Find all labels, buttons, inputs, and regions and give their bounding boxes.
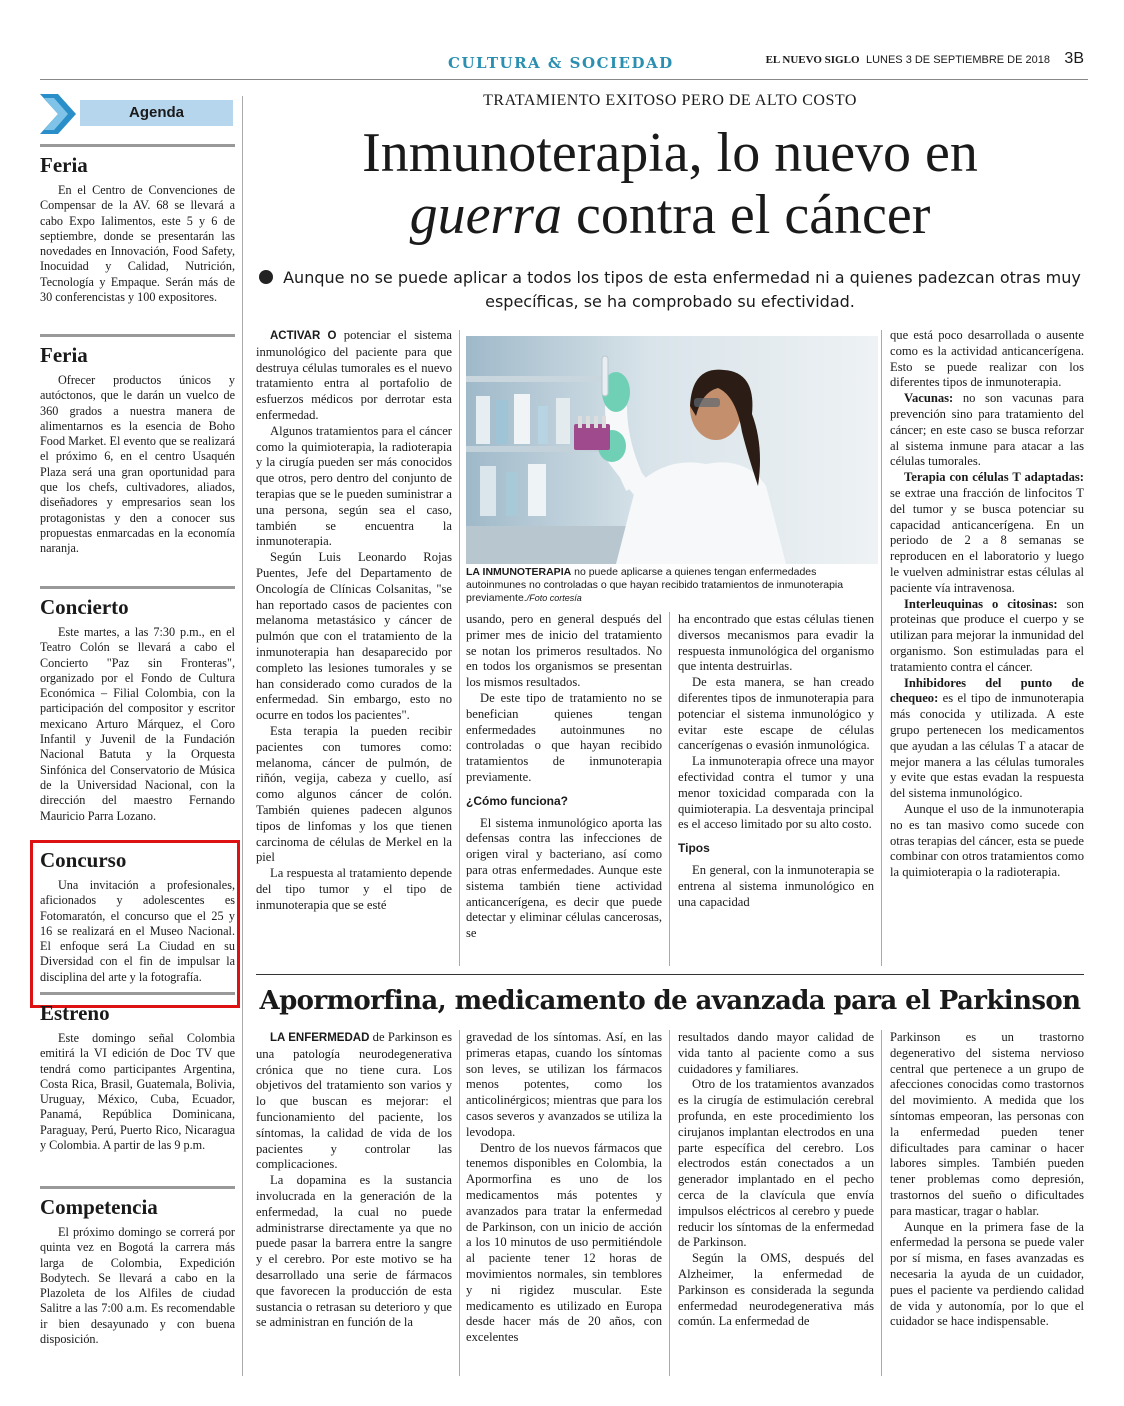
agenda-item-title: Concurso [40,848,127,872]
article-photo [466,336,878,564]
paragraph: Parkinson es un trastorno degenerativo del sistema nervioso central que pertenece a un grupo de afecciones conocidas como trastornos del movimiento. A medida que los síntomas empeoran, las personas con la enfermedad pueden tener dificultades para caminar o hacer labores simples. También pueden tener problemas como depresión, trastornos del sueño o dificultades para masticar, tragar o hablar. [890,1030,1084,1218]
scientist-lab-image [466,336,878,564]
article-column-3 [678,612,874,910]
column-divider [459,1030,460,1376]
second-column-4 [890,1030,1084,1330]
caption-bold: LA INMUNOTERAPIA [466,566,572,578]
paragraph: que está poco desarrollada o ausente como es la actividad anticancerígena. Esto se puede realizar con los diferentes tipos de inmunoterapia. [890,328,1084,390]
paragraph: De este tipo de tratamiento no se benefician quienes tengan enfermedades autoinmunes no controladas o que hayan recibido tratamientos de inmunoterapia previamente. [466,690,662,784]
term: Inhibidores del punto de chequeo: [890,675,1084,706]
second-column-3 [678,1030,874,1330]
paragraph: ha encontrado que estas células tienen diversos mecanismos para evadir la respuesta inmunológica del organismo que intenta destruirlas. [678,612,874,674]
term: Terapia con células T adaptadas: [904,470,1084,485]
article-column-1 [256,328,452,913]
paragraph [890,676,1084,802]
column-divider [669,612,670,966]
paragraph: De esta manera, se han creado diferentes tipos de inmunoterapia para potenciar el sistema inmunológico y evitar este escape de células cancerígenas o evasión inmunológica. [678,675,874,753]
agenda-item-text: Una invitación a profesionales, aficionados y adolescentes es Fotomaratón, el concurso que el 25 y 16 se realizará en el Museo Nacional. El enfoque será La Ciudad en su Diversidad con el fin de impulsar la disciplina del arte y la fotografía. [40,878,235,984]
agenda-item-title: Estreno [40,992,235,1025]
column-divider [242,96,243,1376]
paragraph: La respuesta al tratamiento depende del tipo tumor y el tipo de inmunoterapia que se esté [256,866,452,912]
subhead: ¿Cómo funciona? [466,793,568,808]
article-kicker: TRATAMIENTO EXITOSO PERO DE ALTO COSTO [483,92,857,109]
headline-line-1: Inmunoterapia, lo nuevo en [362,122,978,184]
agenda-item-feria-2 [40,334,235,557]
paragraph: Aunque en la primera fase de la enfermedad la persona se puede valer por sí misma, en fases avanzadas es necesaria la ayuda de un cuidador, pues el paciente va perdiendo calidad de vida y autonomía, por lo que el cuidador se hace indispensable. [890,1219,1084,1329]
subhead: Tipos [678,841,710,856]
agenda-item-concierto [40,586,235,824]
chevron-right-icon [40,94,76,134]
agenda-label: Agenda [80,100,233,126]
paragraph: Según la OMS, después del Alzheimer, la enfermedad de Parkinson es considerada la segunda enfermedad neurodegenerativa más común. La enfermedad de [678,1251,874,1329]
second-article-headline: Apormorfina, medicamento de avanzada para el Parkinson [259,986,1081,1016]
column-divider [669,1030,670,1376]
agenda-item-concurso [40,842,235,985]
agenda-item-feria-1 [40,144,235,305]
lead-paragraph [256,328,452,424]
term: Vacunas: [904,391,954,406]
article-headline [256,122,1084,246]
caption-credit: /Foto cortesía [526,593,582,603]
agenda-item-text: Ofrecer productos únicos y autóctonos, que le darán un vuelco de 360 grados a nuestra manera de alimentarnos es la esencia de Boho Food Market. El evento que se realizará el próximo 6, en el centro Usaquén Plaza será una gran oportunidad para que los chefs, cultivadores, aliados, diseñadores y empresarios sean los protagonistas y den a conocer sus propuestas enmarcadas en la economía naranja. [40,373,235,556]
agenda-item-text: En el Centro de Convenciones de Compensar de la AV. 68 se llevará a cabo Expo Ialimentos, este 5 y 6 de septiembre, donde se presentarán las novedades en Innovación, Food Safety, Inocuidad y Calidad, Nutrición, Tecnología y Empaque. Serán más de 30 conferencistas y 100 expositores. [40,183,235,305]
agenda-item-title: Concierto [40,586,235,619]
paragraph: Aunque el uso de la inmunoterapia no es tan masivo como sucede con otras terapias del cáncer, esta se puede combinar con otros tratamientos como la quimioterapia o la radioterapia. [890,801,1084,880]
agenda-item-text: Este martes, a las 7:30 p.m., en el Teatro Colón se llevará a cabo el Concierto "Paz sin Fronteras", organizado por el Fondo de Cultura Económica – Filial Colombia, con la participación del compositor y escritor mexicano Arturo Márquez, el Coro Infantil y Juvenil de la Fundación Nacional Batuta y la Orquesta Sinfónica del Conservatorio de Música de la Universidad Nacional, con la dirección del maestro Fernando Mauricio Parra Lozano. [40,625,235,823]
page-number: 3B [1064,50,1084,67]
paragraph-text: no son vacunas para prevención sino para tratamiento del cáncer; en este caso se busca reforzar al sistema inmune para atacar a las células tumorales. [890,391,1084,469]
lead-words: ACTIVAR O [270,330,337,342]
paragraph: resultados dando mayor calidad de vida tanto al paciente como a sus cuidadores y familiares. [678,1030,874,1076]
paragraph [890,470,1084,596]
paragraph: El sistema inmunológico aporta las defensas contra las infecciones de origen viral y bacteriano, así como para otras enfermedades. Aunque este sistema también tiene actividad anticancerígena, es decir que puede detectar y eliminar células cancerosas, se [466,815,662,941]
publication-name: EL NUEVO SIGLO [765,54,860,66]
paragraph-text: potenciar el sistema inmunológico del paciente para que destruya células tumorales es el nuevo tratamiento entra al portafolio de esfuerzos médicos por derrotar esta enfermedad. [256,328,452,422]
paragraph: gravedad de los síntomas. Así, en las primeras etapas, cuando los síntomas son leves, se utilizan los fármacos menos potentes, como los anticolinérgicos; mientras que para los casos severos y avanzados se utiliza la levodopa. [466,1030,662,1139]
section-title: CULTURA & SOCIEDAD [448,54,674,72]
agenda-header [40,92,235,132]
paragraph-text: se extrae una fracción de linfocitos T del tumor y se busca potenciar su capacidad anticancerígena. En un periodo de 2 a 8 semanas se reproducen en el laboratorio y luego le vuelven administrar estas células al paciente vía intravenosa. [890,485,1084,595]
article-column-4 [890,328,1084,881]
paragraph-text: son proteinas que produce el cuerpo y se utilizan para mejorar la inmunidad del organismo. Son estimuladas para el tratamiento contra el cáncer. [890,596,1084,674]
column-divider [881,330,882,966]
paragraph-text: es el tipo de inmunoterapia más conocida y utilizada. A este grupo pertenecen los medicamentos que ayudan a las células T a atacar de mejor manera a las células tumorales y evite que estas evadan la respuesta del sistema inmunológico. [890,691,1084,801]
bullet-icon [259,270,273,284]
paragraph: Algunos tratamientos para el cáncer como la quimioterapia, la radioterapia y la cirugía pueden ser más conocidos que otros, pero dentro del conjunto de terapias que se le pueden suministrar a una persona, según sea el caso, también se encuentra la inmunoterapia. [256,423,452,549]
second-column-2 [466,1030,662,1346]
page-header [40,44,1088,80]
headline-line-2 [256,184,1084,246]
column-divider [881,1030,882,1376]
article-deck [256,266,1084,314]
paragraph: Otro de los tratamientos avanzados es la cirugía de estimulación cerebral profunda, en este procedimiento los cirujanos implantan electrodos en una parte específica del cerebro. Los electrodos están conectados a un generador implantado en el pecho cerca de la clavícula que envía impulsos eléctricos al cerebro y puede reducir los síntomas de la enfermedad de Parkinson. [678,1077,874,1250]
agenda-item-title: Competencia [40,1186,235,1219]
publication-date: LUNES 3 DE SEPTIEMBRE DE 2018 [865,54,1050,66]
paragraph: Dentro de los nuevos fármacos que tenemos disponibles en Colombia, la Apormorfina es uno de los medicamentos más potentes y avanzados para tratar la enfermedad de Parkinson, con un inicio de acción a los 10 minutos de uso permitiéndole al paciente tener 12 horas de movimientos normales, sin temblores y ni rigidez muscular. Este medicamento es utilizado en Europa desde hacer más de 20 años, con excelentes [466,1140,662,1345]
agenda-item-competencia [40,1186,235,1347]
deck-text: Aunque no se puede aplicar a todos los tipos de esta enfermedad ni a quienes padezcan otras muy específicas, se ha comprobado su efectividad. [283,268,1081,311]
paragraph: usando, pero en general después del primer mes de inicio del tratamiento se notan los primeros resultados. No en todos los organismos se presentan los mismos resultados. [466,612,662,690]
lead-words: LA ENFERMEDAD [270,1032,370,1044]
photo-caption [466,566,878,605]
paragraph: Según Luis Leonardo Rojas Puentes, Jefe del Departamento de Oncología de Clínicas Colsanitas, "se han reportado casos de pacientes con melanoma metastásico y cáncer de pulmón que con el tratamiento de la inmunoterapia han desaparecido por completo las lesiones tumorales y se han considerado como curados de la enfermedad. Sin embargo, esto no ocurre en todos los pacientes". [256,550,452,723]
column-divider [459,330,460,966]
agenda-item-title: Feria [40,334,235,367]
lead-paragraph [256,1030,452,1173]
paragraph-text: de Parkinson es una patología neurodegenerativa crónica que no tiene cura. Los objetivos del tratamiento son varios y lo que buscan es mejorar: el funcionamiento del paciente, los síntomas, la calidad de vida de los pacientes y controlar las complicaciones. [256,1030,452,1172]
paragraph [890,597,1084,676]
paragraph: Esta terapia la pueden recibir pacientes con tumores como: melanoma, cáncer de pulmón, de riñón, vegija, cabeza y cuello, así como algunos cáncer de colón. También quienes padecen algunos tipos de linfomas y los que tienen carcinoma de células de Merkel en la piel [256,723,452,865]
agenda-item-estreno [40,992,235,1153]
term: Interleuquinas o citosinas: [904,596,1058,611]
agenda-item-title: Feria [40,144,235,177]
article-column-2 [466,612,662,942]
headline-italic-word: guerra [409,184,563,246]
second-column-1 [256,1030,452,1331]
article-separator [256,974,1084,975]
paragraph: La inmunoterapia ofrece una mayor efectividad contra el tumor y una menor toxicidad comparada con la quimioterapia. La desventaja principal es el acceso limitado por su alto costo. [678,754,874,832]
paragraph: La dopamina es la sustancia involucrada en la generación de la enfermedad, la cual no puede administrarse directamente ya que no puede pasar la barrera entre la sangre y el cerebro. Por este motivo se ha desarrollado una serie de fármacos que favorecen la producción de esta sustancia o retrasan su deterioro y que se administran en función de la [256,1173,452,1330]
caption-text: no puede aplicarse a quienes tengan enfermedades autoinmunes no controladas o que hayan recibido tratamientos de inmunoterapia previamente. [466,566,844,604]
agenda-item-text: El próximo domingo se correrá por quinta vez en Bogotá la carrera más larga de Colombia, Expedición Bodytech. Se llevará a cabo en la Plazoleta de los Alfiles de ciudad Salitre a las 7:00 a.m. Es recomendable ir bien desayunado y con buena disposición. [40,1225,235,1347]
paragraph: En general, con la inmunoterapia se entrena al sistema inmunológico en una capacidad [678,862,874,909]
headline-line-2-rest: contra el cáncer [562,184,931,246]
masthead-info [766,50,1084,68]
paragraph [890,391,1084,470]
agenda-item-text: Este domingo señal Colombia emitirá la VI edición de Doc TV que tendrá como participantes Argentina, Costa Rica, Brasil, Guatemala, Bolivia, Uruguay, México, Cuba, Ecuador, Panamá, República Dominicana, Paraguay, Perú, Puerto Rico, Nicaragua y Colombia. A partir de las 9 p.m. [40,1031,235,1153]
